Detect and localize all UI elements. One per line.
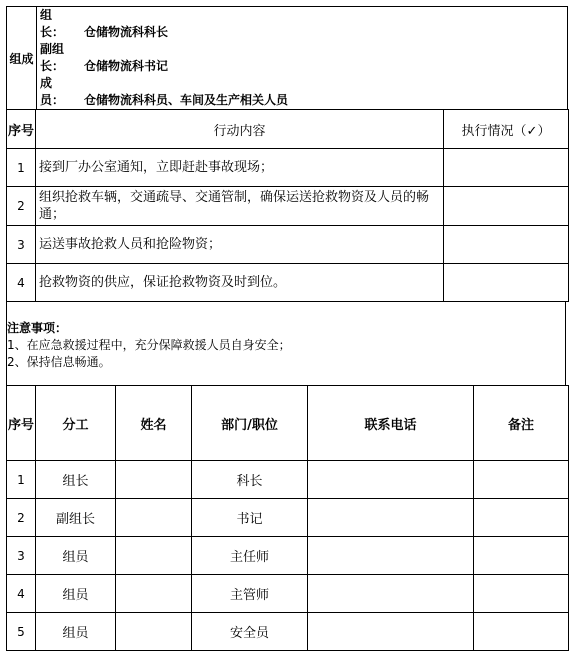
team-name-cell[interactable]: [116, 537, 192, 575]
team-header-row: [7, 386, 569, 461]
members-line: [40, 75, 567, 109]
team-phone-cell[interactable]: [308, 575, 474, 613]
action-seq: 2: [7, 187, 36, 226]
notes-title: 注意事项：: [7, 321, 68, 335]
team-row: [7, 461, 569, 499]
action-col-content: 行动内容: [36, 110, 444, 149]
action-content: 抢救物资的供应，保证抢救物资及时到位。: [36, 264, 444, 302]
team-phone-cell[interactable]: [308, 499, 474, 537]
team-phone-cell[interactable]: [308, 537, 474, 575]
team-table: [6, 385, 569, 651]
notes-item: 1、在应急救援过程中，充分保障救援人员自身安全；: [7, 338, 291, 352]
team-col-seq: 序号: [7, 386, 36, 461]
team-seq: 4: [7, 575, 36, 613]
team-col-role: 分工: [36, 386, 116, 461]
action-header-row: [7, 110, 569, 149]
action-seq: 4: [7, 264, 36, 302]
deputy-line: [40, 41, 567, 75]
team-seq: 3: [7, 537, 36, 575]
deputy-value: 仓储物流科书记: [84, 59, 169, 73]
action-status-cell[interactable]: [444, 187, 569, 226]
team-dept: 科长: [192, 461, 308, 499]
action-row: [7, 187, 569, 226]
action-seq: 3: [7, 226, 36, 264]
team-name-cell[interactable]: [116, 461, 192, 499]
team-row: [7, 499, 569, 537]
team-role: 组员: [36, 537, 116, 575]
action-table: [6, 109, 569, 302]
team-col-dept: 部门/职位: [192, 386, 308, 461]
team-remark-cell[interactable]: [474, 499, 569, 537]
team-dept: 安全员: [192, 613, 308, 651]
team-role: 副组长: [36, 499, 116, 537]
team-col-remark: 备注: [474, 386, 569, 461]
action-content: 接到厂办公室通知，立即赶赴事故现场；: [36, 149, 444, 187]
notes-item: 2、保持信息畅通。: [7, 355, 111, 369]
action-row: [7, 226, 569, 264]
action-row: [7, 149, 569, 187]
team-row: [7, 537, 569, 575]
team-dept: 主任师: [192, 537, 308, 575]
group-header: 组成: [7, 7, 37, 110]
team-col-phone: 联系电话: [308, 386, 474, 461]
members-value: 仓储物流科科员、车间及生产相关人员: [84, 93, 289, 107]
leader-line: [40, 7, 567, 41]
action-content: 组织抢救车辆，交通疏导、交通管制，确保运送抢救物资及人员的畅通；: [36, 187, 444, 226]
team-seq: 1: [7, 461, 36, 499]
team-name-cell[interactable]: [116, 499, 192, 537]
team-name-cell[interactable]: [116, 575, 192, 613]
deputy-label: 副组长：: [40, 42, 65, 73]
team-phone-cell[interactable]: [308, 461, 474, 499]
team-row: [7, 575, 569, 613]
leader-value: 仓储物流科科长: [84, 25, 169, 39]
team-remark-cell[interactable]: [474, 575, 569, 613]
team-role: 组员: [36, 575, 116, 613]
action-status-cell[interactable]: [444, 149, 569, 187]
team-phone-cell[interactable]: [308, 613, 474, 651]
action-col-status: 执行情况（✓）: [444, 110, 569, 149]
team-row: [7, 613, 569, 651]
team-remark-cell[interactable]: [474, 537, 569, 575]
team-dept: 主管师: [192, 575, 308, 613]
document-page: [6, 6, 568, 651]
team-remark-cell[interactable]: [474, 461, 569, 499]
members-label: 成 员：: [40, 76, 65, 107]
team-remark-cell[interactable]: [474, 613, 569, 651]
notes-section: [6, 302, 566, 386]
action-row: [7, 264, 569, 302]
team-name-cell[interactable]: [116, 613, 192, 651]
group-composition-table: [6, 6, 568, 110]
action-status-cell[interactable]: [444, 226, 569, 264]
team-role: 组长: [36, 461, 116, 499]
action-col-seq: 序号: [7, 110, 36, 149]
group-members-cell: [37, 7, 568, 110]
team-dept: 书记: [192, 499, 308, 537]
team-seq: 2: [7, 499, 36, 537]
action-content: 运送事故抢救人员和抢险物资；: [36, 226, 444, 264]
team-col-name: 姓名: [116, 386, 192, 461]
team-seq: 5: [7, 613, 36, 651]
action-seq: 1: [7, 149, 36, 187]
action-status-cell[interactable]: [444, 264, 569, 302]
leader-label: 组 长：: [40, 8, 65, 39]
team-role: 组员: [36, 613, 116, 651]
